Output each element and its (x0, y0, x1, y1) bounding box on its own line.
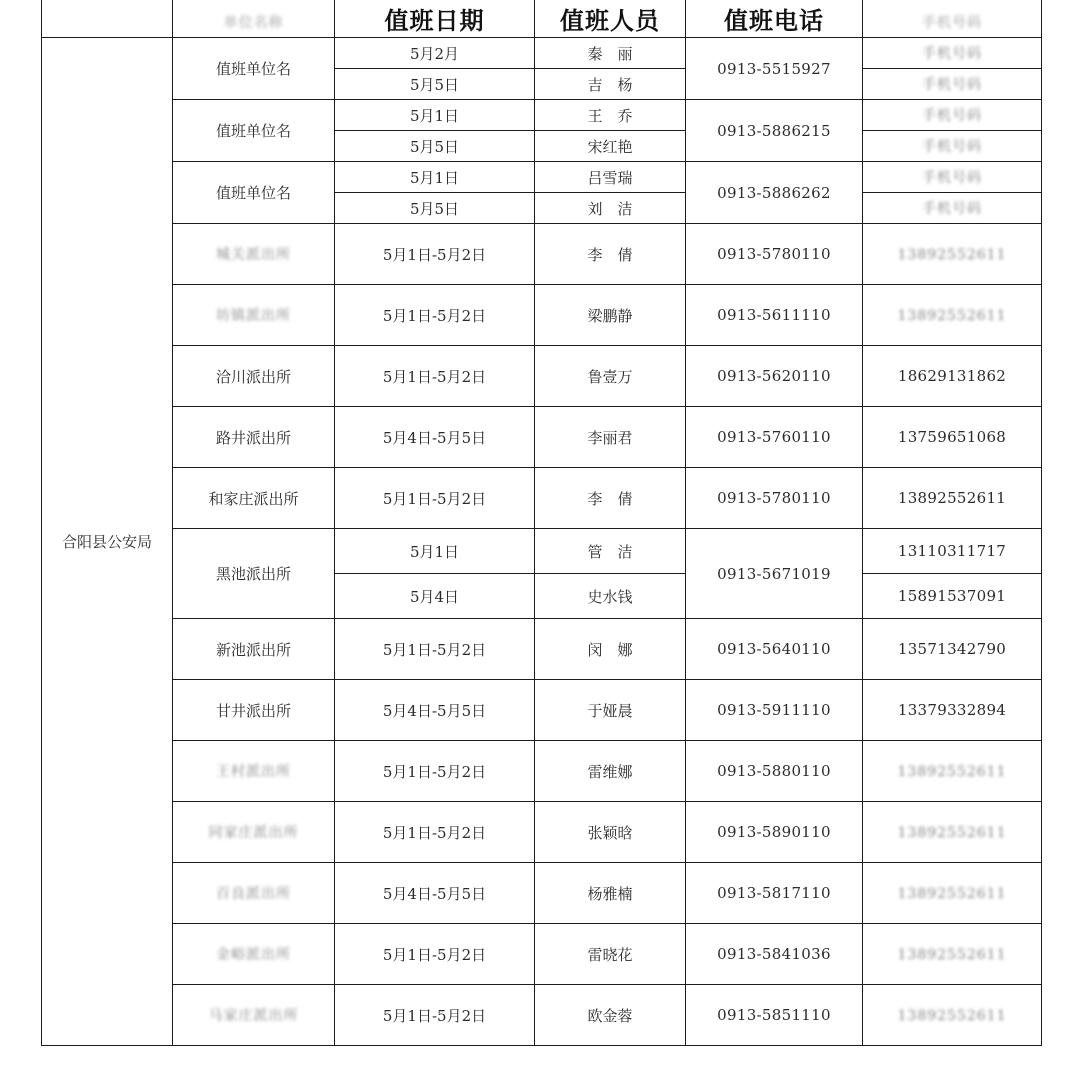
mobile-cell-redacted: 手机号码 (922, 201, 982, 217)
mobile-cell (863, 863, 1042, 924)
person-cell: 闵 娜 (535, 619, 686, 680)
table-row (42, 224, 1042, 285)
phone-cell: 0913-5671019 (686, 529, 863, 619)
header-row (42, 0, 1042, 38)
table-row (42, 468, 1042, 529)
table-row (42, 285, 1042, 346)
table-row (42, 863, 1042, 924)
person-cell: 宋红艳 (535, 131, 686, 162)
unit-cell-redacted: 城关派出所 (216, 247, 291, 263)
unit-cell-redacted: 百良派出所 (216, 886, 291, 902)
mobile-cell-redacted: 13892552611 (897, 825, 1007, 841)
person-cell: 雷晓花 (535, 924, 686, 985)
mobile-cell (863, 131, 1042, 162)
person-cell: 雷维娜 (535, 741, 686, 802)
unit-cell-redacted: 马家庄派出所 (208, 1008, 299, 1024)
table-row (42, 38, 1042, 69)
phone-cell: 0913-5851110 (686, 985, 863, 1046)
phone-cell: 0913-5890110 (686, 802, 863, 863)
mobile-cell (863, 741, 1042, 802)
header-phone: 值班电话 (686, 0, 863, 38)
mobile-cell-redacted: 13892552611 (897, 764, 1007, 780)
mobile-cell: 15891537091 (863, 574, 1042, 619)
duty-roster-table (41, 0, 1042, 1046)
phone-cell: 0913-5880110 (686, 741, 863, 802)
header-county (42, 0, 173, 38)
mobile-cell: 13571342790 (863, 619, 1042, 680)
mobile-cell-redacted: 13892552611 (897, 247, 1007, 263)
mobile-cell: 13110311717 (863, 529, 1042, 574)
date-cell: 5月5日 (335, 69, 535, 100)
date-cell: 5月1日-5月2日 (335, 468, 535, 529)
unit-cell: 洽川派出所 (173, 346, 335, 407)
phone-cell: 0913-5886262 (686, 162, 863, 224)
mobile-cell (863, 193, 1042, 224)
mobile-cell-redacted: 手机号码 (922, 46, 982, 62)
person-cell: 秦 丽 (535, 38, 686, 69)
mobile-cell (863, 285, 1042, 346)
date-cell: 5月1日-5月2日 (335, 924, 535, 985)
unit-cell: 新池派出所 (173, 619, 335, 680)
person-cell: 张颖晗 (535, 802, 686, 863)
mobile-cell (863, 924, 1042, 985)
unit-cell: 值班单位名 (173, 162, 335, 224)
table-row (42, 100, 1042, 131)
person-cell: 刘 洁 (535, 193, 686, 224)
person-cell: 李丽君 (535, 407, 686, 468)
date-cell: 5月5日 (335, 131, 535, 162)
mobile-cell-redacted: 13892552611 (897, 308, 1007, 324)
unit-cell: 值班单位名 (173, 38, 335, 100)
person-cell: 李 倩 (535, 468, 686, 529)
phone-cell: 0913-5911110 (686, 680, 863, 741)
person-cell: 管 洁 (535, 529, 686, 574)
unit-cell-redacted: 坊镇派出所 (216, 308, 291, 324)
phone-cell: 0913-5760110 (686, 407, 863, 468)
header-date: 值班日期 (335, 0, 535, 38)
table-row (42, 802, 1042, 863)
phone-cell: 0913-5886215 (686, 100, 863, 162)
mobile-cell-redacted: 手机号码 (922, 108, 982, 124)
mobile-cell: 13379332894 (863, 680, 1042, 741)
person-cell: 王 乔 (535, 100, 686, 131)
mobile-cell-redacted: 手机号码 (922, 170, 982, 186)
table-row (42, 346, 1042, 407)
mobile-cell-redacted: 13892552611 (897, 947, 1007, 963)
mobile-cell-redacted: 手机号码 (922, 139, 982, 155)
mobile-cell (863, 224, 1042, 285)
mobile-cell (863, 162, 1042, 193)
phone-cell: 0913-5817110 (686, 863, 863, 924)
date-cell: 5月1日-5月2日 (335, 741, 535, 802)
mobile-cell-redacted: 手机号码 (922, 77, 982, 93)
date-cell: 5月1日-5月2日 (335, 619, 535, 680)
date-cell: 5月4日-5月5日 (335, 680, 535, 741)
unit-cell (173, 863, 335, 924)
phone-cell: 0913-5620110 (686, 346, 863, 407)
date-cell: 5月2月 (335, 38, 535, 69)
unit-cell-redacted: 王村派出所 (216, 764, 291, 780)
mobile-cell (863, 985, 1042, 1046)
phone-cell: 0913-5515927 (686, 38, 863, 100)
date-cell: 5月4日-5月5日 (335, 863, 535, 924)
date-cell: 5月5日 (335, 193, 535, 224)
phone-cell: 0913-5780110 (686, 224, 863, 285)
unit-cell: 值班单位名 (173, 100, 335, 162)
date-cell: 5月4日 (335, 574, 535, 619)
person-cell: 梁鹏静 (535, 285, 686, 346)
person-cell: 史水钱 (535, 574, 686, 619)
person-cell: 李 倩 (535, 224, 686, 285)
unit-cell: 和家庄派出所 (173, 468, 335, 529)
county-cell: 合阳县公安局 (42, 38, 173, 1046)
date-cell: 5月1日 (335, 162, 535, 193)
mobile-cell: 18629131862 (863, 346, 1042, 407)
person-cell: 鲁壹万 (535, 346, 686, 407)
mobile-cell (863, 100, 1042, 131)
unit-cell (173, 985, 335, 1046)
unit-cell-redacted: 金峪派出所 (216, 947, 291, 963)
table-row (42, 985, 1042, 1046)
phone-cell: 0913-5780110 (686, 468, 863, 529)
person-cell: 杨雅楠 (535, 863, 686, 924)
mobile-cell-redacted: 13892552611 (897, 886, 1007, 902)
phone-cell: 0913-5640110 (686, 619, 863, 680)
header-person: 值班人员 (535, 0, 686, 38)
unit-cell-redacted: 同家庄派出所 (208, 825, 299, 841)
mobile-cell (863, 69, 1042, 100)
table-row (42, 407, 1042, 468)
mobile-cell (863, 38, 1042, 69)
unit-cell (173, 924, 335, 985)
date-cell: 5月1日 (335, 529, 535, 574)
table-row (42, 680, 1042, 741)
header-unit: 单位名称 (173, 0, 335, 38)
phone-cell: 0913-5841036 (686, 924, 863, 985)
unit-cell: 甘井派出所 (173, 680, 335, 741)
mobile-cell: 13759651068 (863, 407, 1042, 468)
table-row (42, 619, 1042, 680)
unit-cell (173, 741, 335, 802)
table-row (42, 924, 1042, 985)
date-cell: 5月4日-5月5日 (335, 407, 535, 468)
date-cell: 5月1日 (335, 100, 535, 131)
phone-cell: 0913-5611110 (686, 285, 863, 346)
date-cell: 5月1日-5月2日 (335, 285, 535, 346)
person-cell: 欧金蓉 (535, 985, 686, 1046)
date-cell: 5月1日-5月2日 (335, 985, 535, 1046)
mobile-cell: 13892552611 (863, 468, 1042, 529)
person-cell: 于娅晨 (535, 680, 686, 741)
unit-cell: 路井派出所 (173, 407, 335, 468)
person-cell: 吉 杨 (535, 69, 686, 100)
date-cell: 5月1日-5月2日 (335, 224, 535, 285)
unit-cell: 黑池派出所 (173, 529, 335, 619)
mobile-cell-redacted: 13892552611 (897, 1008, 1007, 1024)
mobile-cell (863, 802, 1042, 863)
unit-cell (173, 224, 335, 285)
header-mobile: 手机号码 (863, 0, 1042, 38)
date-cell: 5月1日-5月2日 (335, 802, 535, 863)
table-row (42, 162, 1042, 193)
table-row (42, 529, 1042, 574)
unit-cell (173, 802, 335, 863)
person-cell: 吕雪瑞 (535, 162, 686, 193)
unit-cell (173, 285, 335, 346)
date-cell: 5月1日-5月2日 (335, 346, 535, 407)
table-row (42, 741, 1042, 802)
